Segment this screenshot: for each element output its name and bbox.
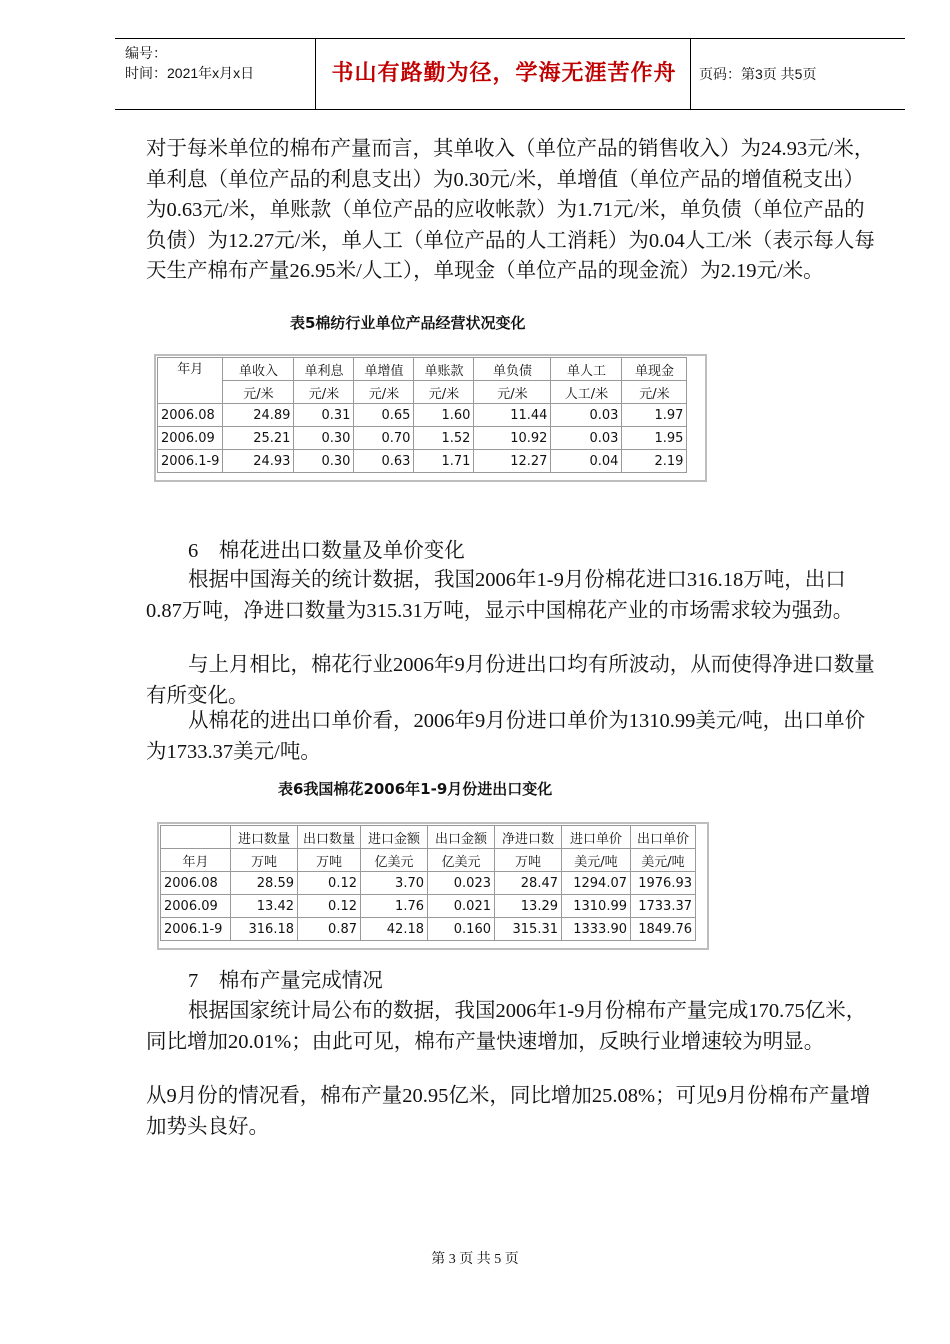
header-divider-right <box>690 39 691 109</box>
table5-cell: 0.30 <box>294 450 354 473</box>
table6-cell: 0.023 <box>428 872 495 895</box>
section6-paragraph-3: 从棉花的进出口单价看，2006年9月份进口单价为1310.99美元/吨，出口单价为1733.37美元/吨。 <box>146 710 866 763</box>
table5-cell: 25.21 <box>223 427 294 450</box>
table6-cell: 28.47 <box>495 872 562 895</box>
table6-unit-cell: 美元/吨 <box>562 849 631 872</box>
table5-cell: 2006.09 <box>158 427 223 450</box>
table5-cell: 12.27 <box>474 450 551 473</box>
table5-cell: 0.30 <box>294 427 354 450</box>
table5-header-cell: 单利息 <box>294 358 354 381</box>
table5-cell: 0.63 <box>354 450 414 473</box>
table6-header-row <box>161 826 696 849</box>
table6-unit-row <box>161 849 696 872</box>
table5-unit-cell: 元/米 <box>354 381 414 404</box>
table6-cell: 1333.90 <box>562 918 631 941</box>
table6-cell: 3.70 <box>361 872 428 895</box>
table6-cell: 315.31 <box>495 918 562 941</box>
table5-header-cell: 单账款 <box>414 358 474 381</box>
table6-cell: 0.12 <box>298 895 361 918</box>
table5-cell: 0.04 <box>551 450 622 473</box>
table6-cell: 28.59 <box>231 872 298 895</box>
header-divider-left <box>315 39 316 109</box>
table5-cell: 10.92 <box>474 427 551 450</box>
section6-heading: 6 棉花进出口数量及单价变化 <box>188 540 465 562</box>
table5-header-cell: 年月 <box>158 358 223 404</box>
table5-header-cell: 单人工 <box>551 358 622 381</box>
table6-unit-cell: 亿美元 <box>428 849 495 872</box>
section7-paragraph-1: 根据国家统计局公布的数据，我国2006年1-9月份棉布产量完成170.75亿米，同比增加20.01%；由此可见，棉布产量快速增加，反映行业增速较为明显。 <box>146 1000 867 1053</box>
table5-unit-cell: 元/米 <box>223 381 294 404</box>
table6-cell: 13.29 <box>495 895 562 918</box>
table6-row <box>161 895 696 918</box>
table6-cell: 2006.09 <box>161 895 231 918</box>
table5-cell: 1.95 <box>622 427 687 450</box>
table6-header-cell: 出口单价 <box>631 826 696 849</box>
table6-cell: 0.160 <box>428 918 495 941</box>
table5-cell: 11.44 <box>474 404 551 427</box>
table6-header-cell: 出口数量 <box>298 826 361 849</box>
table6-cell: 1294.07 <box>562 872 631 895</box>
number-label: 编号： <box>125 45 167 61</box>
table5-cell: 2006.08 <box>158 404 223 427</box>
table6-title: 表6我国棉花2006年1-9月份进出口变化 <box>278 780 553 798</box>
table5-cell: 24.89 <box>223 404 294 427</box>
table5-unit-cell: 人工/米 <box>551 381 622 404</box>
header-motto: 书山有路勤为径，学海无涯苦作舟 <box>331 61 677 86</box>
table5-cell: 0.31 <box>294 404 354 427</box>
table6-cell: 1733.37 <box>631 895 696 918</box>
table6-unit-cell: 万吨 <box>231 849 298 872</box>
section7-paragraph-2: 从9月份的情况看，棉布产量20.95亿米，同比增加25.08%；可见9月份棉布产量增加势头良好。 <box>146 1085 871 1138</box>
table6 <box>160 825 696 941</box>
table5-row <box>158 450 687 473</box>
table5-title: 表5棉纺行业单位产品经营状况变化 <box>290 314 526 332</box>
table6-cell: 1849.76 <box>631 918 696 941</box>
table6-cell: 13.42 <box>231 895 298 918</box>
table5-unit-cell: 元/米 <box>474 381 551 404</box>
time-label: 时间：2021年x月x日 <box>125 65 255 81</box>
table6-cell: 0.87 <box>298 918 361 941</box>
table5-cell: 0.03 <box>551 404 622 427</box>
table5-cell: 1.71 <box>414 450 474 473</box>
table6-unit-cell: 年月 <box>161 849 231 872</box>
page-header <box>115 38 905 110</box>
table5-cell: 2006.1-9 <box>158 450 223 473</box>
table5-cell: 0.65 <box>354 404 414 427</box>
header-meta <box>125 43 254 83</box>
table6-cell: 0.12 <box>298 872 361 895</box>
page-footer: 第 3 页 共 5 页 <box>431 1252 519 1267</box>
table6-cell: 316.18 <box>231 918 298 941</box>
table6-unit-cell: 万吨 <box>495 849 562 872</box>
header-page-label: 页码：第3页 共5页 <box>699 66 817 82</box>
table6-unit-cell: 美元/吨 <box>631 849 696 872</box>
table5-header-row <box>158 358 687 381</box>
table6-cell: 2006.08 <box>161 872 231 895</box>
table5-header-cell: 单收入 <box>223 358 294 381</box>
table5-unit-cell: 元/米 <box>622 381 687 404</box>
section7-heading: 7 棉布产量完成情况 <box>188 970 383 992</box>
table5-row <box>158 404 687 427</box>
table6-cell: 1.76 <box>361 895 428 918</box>
table6-header-cell: 净进口数 <box>495 826 562 849</box>
table6-header-cell: 进口单价 <box>562 826 631 849</box>
table5-cell: 0.03 <box>551 427 622 450</box>
table6-row <box>161 872 696 895</box>
table6-unit-cell: 万吨 <box>298 849 361 872</box>
table6-unit-cell: 亿美元 <box>361 849 428 872</box>
table5-cell: 1.60 <box>414 404 474 427</box>
table6-cell: 2006.1-9 <box>161 918 231 941</box>
section6-paragraph-2: 与上月相比，棉花行业2006年9月份进出口均有所波动，从而使得净进口数量有所变化。 <box>146 654 875 707</box>
intro-paragraph: 对于每米单位的棉布产量而言，其单收入（单位产品的销售收入）为24.93元/米，单利息（单位产品的利息支出）为0.30元/米，单增值（单位产品的增值税支出）为0.63元/米，单账款（单位产品的应收帐款）为1.71元/米，单负债（单位产品的负债）为12.27元/米，单人工（单位产品的人工消耗）为0.04人工/米（表示每人每天生产棉布产量26.95米/人工），单现金（单位产品的现金流）为2.19元/米。 <box>146 138 875 282</box>
table6-header-cell: 出口金额 <box>428 826 495 849</box>
table5-unit-row <box>158 381 687 404</box>
table6-cell: 0.021 <box>428 895 495 918</box>
table5-cell: 1.97 <box>622 404 687 427</box>
table5-header-cell: 单现金 <box>622 358 687 381</box>
table5-header-cell: 单增值 <box>354 358 414 381</box>
table6-cell: 42.18 <box>361 918 428 941</box>
table5-row <box>158 427 687 450</box>
table6-header-cell <box>161 826 231 849</box>
table5 <box>157 357 687 473</box>
table5-unit-cell: 元/米 <box>414 381 474 404</box>
section6-paragraph-1: 根据中国海关的统计数据，我国2006年1-9月份棉花进口316.18万吨，出口0.87万吨，净进口数量为315.31万吨，显示中国棉花产业的市场需求较为强劲。 <box>146 569 854 622</box>
table6-cell: 1310.99 <box>562 895 631 918</box>
table6-header-cell: 进口数量 <box>231 826 298 849</box>
table5-header-cell: 单负债 <box>474 358 551 381</box>
table5-cell: 2.19 <box>622 450 687 473</box>
table5-cell: 1.52 <box>414 427 474 450</box>
table6-header-cell: 进口金额 <box>361 826 428 849</box>
table5-cell: 24.93 <box>223 450 294 473</box>
table5-unit-cell: 元/米 <box>294 381 354 404</box>
table6-row <box>161 918 696 941</box>
table6-cell: 1976.93 <box>631 872 696 895</box>
table5-cell: 0.70 <box>354 427 414 450</box>
